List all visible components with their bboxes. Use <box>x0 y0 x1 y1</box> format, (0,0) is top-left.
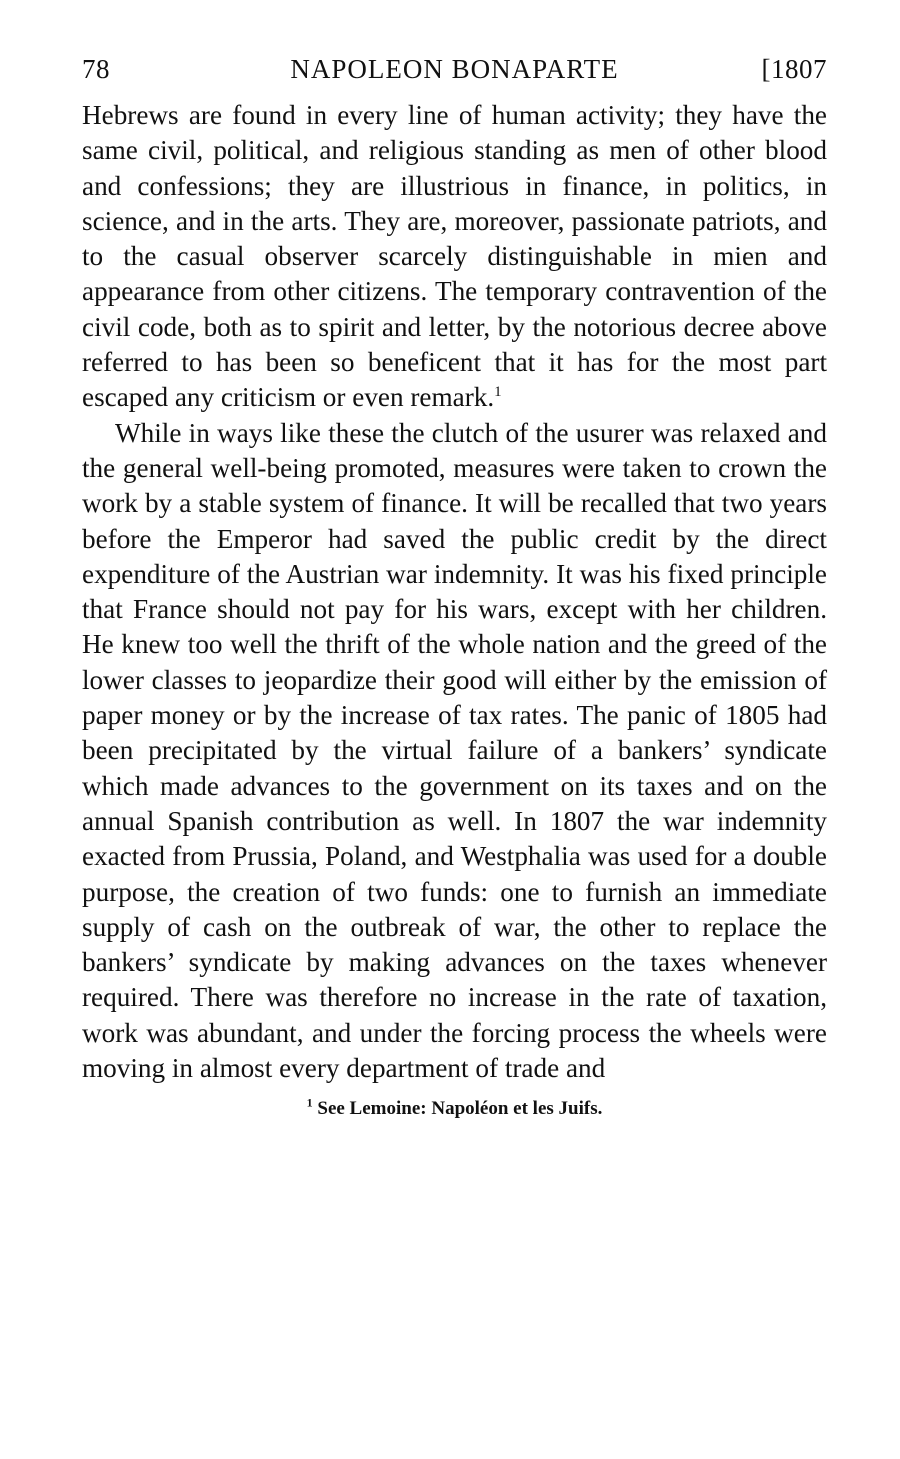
running-year: [1807 <box>761 54 827 84</box>
footnote-marker: 1 <box>306 1095 313 1110</box>
footnote-text: See Lemoine: Napoléon et les Juifs. <box>317 1098 603 1120</box>
page-number: 78 <box>82 54 110 84</box>
paragraph-2-text: While in ways like these the clutch of the usurer was relaxed and the general well-being promoted, measures were taken to crown the work by a stable system of finance. It will be recalled that two years before the Emperor had saved the public credit by the direct expenditure of the Austrian war indemnity. It was his fixed principle that France should not pay for his wars, except with her children. He knew too well the thrift of the whole nation and the greed of the lower classes to jeopardize their good will either by the emission of paper money or by the increase of tax rates. The panic of 1805 had been precipitated by the virtual failure of a bankers’ syndicate which made advances to the government on its taxes and on the annual Spanish contribution as well. In 1807 the war indemnity exacted from Prussia, Poland, and Westphalia was used for a double purpose, the creation of two funds: one to furnish an immediate supply of cash on the outbreak of war, the other to replace the bankers’ syndicate by making advances on the taxes whenever required. There was therefore no increase in the rate of taxation, work was abundant, and under the forcing process the wheels were moving in almost every department of trade and <box>82 417 827 1084</box>
paragraph-1-text: Hebrews are found in every line of human activity; they have the same civil, political, and religious standing as men of other blood and confessions; they are illustrious in finance, in politics, in science, and in the arts. They are, moreover, passionate patriots, and to the casual observer scarcely distinguishable in mien and appearance from other citizens. The temporary contravention of the civil code, both as to spirit and letter, by the notorious decree above referred to has been so beneficent that it has for the most part escaped any criticism or even remark. <box>82 100 827 413</box>
body-text <box>82 98 827 1086</box>
footnote-reference: 1 <box>494 384 502 401</box>
paragraph-1 <box>82 98 827 416</box>
footnote <box>82 1095 827 1120</box>
running-title: NAPOLEON BONAPARTE <box>290 54 619 84</box>
paragraph-2 <box>82 416 827 1087</box>
running-header <box>82 54 827 98</box>
book-page <box>82 54 827 1120</box>
